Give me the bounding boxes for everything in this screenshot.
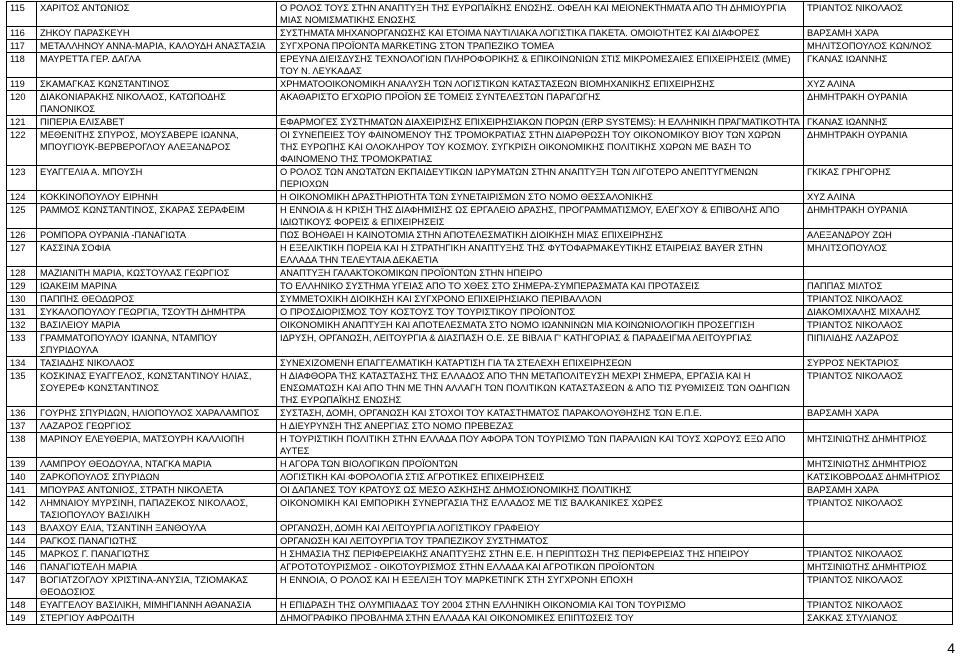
supervisor-name: ΤΡΙΑΝΤΟΣ ΝΙΚΟΛΑΟΣ — [804, 574, 953, 599]
table-row — [7, 40, 953, 53]
supervisor-name: ΧΥΖ ΑΛΙΝΑ — [804, 78, 953, 91]
supervisor-name: ΤΡΙΑΝΤΟΣ ΝΙΚΟΛΑΟΣ — [804, 370, 953, 407]
row-number: 146 — [7, 561, 37, 574]
student-names: ΚΑΣΣΙΝΑ ΣΟΦΙΑ — [37, 242, 277, 267]
thesis-title: ΙΔΡΥΣΗ, ΟΡΓΑΝΩΣΗ, ΛΕΙΤΟΥΡΓΙΑ & ΔΙΑΣΠΑΣΗ Ο.Ε. ΣΕ ΒΙΒΛΙΑ Γ' ΚΑΤΗΓΟΡΙΑΣ & ΠΑΡΑΔΕΙΓΜΑ ΛΕΙΤΟΥΡΓΙΑΣ — [277, 332, 804, 357]
supervisor-name: ΔΙΑΚΟΜΙΧΑΛΗΣ ΜΙΧΑΛΗΣ — [804, 306, 953, 319]
table-row — [7, 191, 953, 204]
row-number: 143 — [7, 522, 37, 535]
student-names: ΜΑΡΙΝΟΥ ΕΛΕΥΘΕΡΙΑ, ΜΑΤΣΟΥΡΗ ΚΑΛΛΙΟΠΗ — [37, 433, 277, 458]
row-number: 149 — [7, 612, 37, 625]
thesis-title: ΕΦΑΡΜΟΓΕΣ ΣΥΣΤΗΜΑΤΩΝ ΔΙΑΧΕΙΡΙΣΗΣ ΕΠΙΧΕΙΡΗΣΙΑΚΩΝ ΠΟΡΩΝ (ERP SYSTEMS): Η ΕΛΛΗΝΙΚΗ ΠΡΑΓΜΑΤΙΚΟΤΗΤΑ — [277, 116, 804, 129]
row-number: 137 — [7, 420, 37, 433]
table-row — [7, 497, 953, 522]
student-names: ΡΑΓΚΟΣ ΠΑΝΑΓΙΩΤΗΣ — [37, 535, 277, 548]
table-row — [7, 293, 953, 306]
student-names: ΜΑΖΙΑΝΙΤΗ ΜΑΡΙΑ, ΚΩΣΤΟΥΛΑΣ ΓΕΩΡΓΙΟΣ — [37, 267, 277, 280]
student-names: ΔΙΑΚΟΝΙΑΡΑΚΗΣ ΝΙΚΟΛΑΟΣ, ΚΑΤΩΠΟΔΗΣ ΠΑΝΟΝΙΚΟΣ — [37, 91, 277, 116]
row-number: 121 — [7, 116, 37, 129]
student-names: ΤΑΣΙΑΔΗΣ ΝΙΚΟΛΑΟΣ — [37, 357, 277, 370]
table-row — [7, 599, 953, 612]
thesis-title: Η ΕΝΝΟΙΑ & Η ΚΡΙΣΗ ΤΗΣ ΔΙΑΦΗΜΙΣΗΣ ΩΣ ΕΡΓΑΛΕΙΟ ΔΡΑΣΗΣ, ΠΡΟΓΡΑΜΜΑΤΙΣΜΟΥ, ΕΛΕΓΧΟΥ & ΕΠΙΒΟΛΗΣ ΑΠΟ ΙΔΙΩΤΙΚΟΥΣ ΦΟΡΕΙΣ & ΕΠΙΧΕΙΡΗΣΕΙΣ — [277, 204, 804, 229]
thesis-title: ΟΙΚΟΝΟΜΙΚΗ ΑΝΑΠΤΥΞΗ ΚΑΙ ΑΠΟΤΕΛΕΣΜΑΤΑ ΣΤΟ ΝΟΜΟ ΙΩΑΝΝΙΝΩΝ ΜΙΑ ΚΟΙΝΩΝΙΟΛΟΓΙΚΗ ΠΡΟΣΕΓΓΙΣΗ — [277, 319, 804, 332]
student-names: ΛΑΜΠΡΟΥ ΘΕΟΔΟΥΛΑ, ΝΤΑΓΚΑ ΜΑΡΙΑ — [37, 458, 277, 471]
table-row — [7, 116, 953, 129]
table-row — [7, 267, 953, 280]
table-row — [7, 332, 953, 357]
table-row — [7, 53, 953, 78]
table-row — [7, 522, 953, 535]
student-names: ΕΥΑΓΓΕΛΟΥ ΒΑΣΙΛΙΚΗ, ΜΙΜΗΓΙΑΝΝΗ ΑΘΑΝΑΣΙΑ — [37, 599, 277, 612]
supervisor-name: ΚΑΤΣΙΚΟΒΡΟΔΑΣ ΔΗΜΗΤΡΙΟΣ — [804, 471, 953, 484]
student-names: ΖΑΡΚΟΠΟΥΛΟΣ ΣΠΥΡΙΔΩΝ — [37, 471, 277, 484]
supervisor-name: ΒΑΡΣΑΜΗ ΧΑΡΑ — [804, 27, 953, 40]
supervisor-name: ΜΗΤΣΙΝΙΩΤΗΣ ΔΗΜΗΤΡΙΟΣ — [804, 561, 953, 574]
row-number: 147 — [7, 574, 37, 599]
table-row — [7, 535, 953, 548]
supervisor-name: ΔΗΜΗΤΡΑΚΗ ΟΥΡΑΝΙΑ — [804, 129, 953, 166]
supervisor-name: ΤΡΙΑΝΤΟΣ ΝΙΚΟΛΑΟΣ — [804, 548, 953, 561]
thesis-title: ΔΗΜΟΓΡΑΦΙΚΟ ΠΡΟΒΛΗΜΑ ΣΤΗΝ ΕΛΛΑΔΑ ΚΑΙ ΟΙΚΟΝΟΜΙΚΕΣ ΕΠΙΠΤΩΣΕΙΣ ΤΟΥ — [277, 612, 804, 625]
row-number: 119 — [7, 78, 37, 91]
table-row — [7, 129, 953, 166]
supervisor-name: ΣΥΡΡΟΣ ΝΕΚΤΑΡΙΟΣ — [804, 357, 953, 370]
student-names: ΧΑΡΙΤΟΣ ΑΝΤΩΝΙΟΣ — [37, 2, 277, 27]
row-number: 116 — [7, 27, 37, 40]
table-row — [7, 204, 953, 229]
table-row — [7, 306, 953, 319]
student-names: ΣΚΑΜΑΓΚΑΣ ΚΩΝΣΤΑΝΤΙΝΟΣ — [37, 78, 277, 91]
table-row — [7, 420, 953, 433]
table-row — [7, 319, 953, 332]
row-number: 131 — [7, 306, 37, 319]
student-names: ΓΟΥΡΗΣ ΣΠΥΡΙΔΩΝ, ΗΛΙΟΠΟΥΛΟΣ ΧΑΡΑΛΑΜΠΟΣ — [37, 407, 277, 420]
student-names: ΣΤΕΡΓΙΟΥ ΑΦΡΟΔΙΤΗ — [37, 612, 277, 625]
supervisor-name: ΒΑΡΣΑΜΗ ΧΑΡΑ — [804, 407, 953, 420]
supervisor-name: ΜΗΛΙΤΣΟΠΟΥΛΟΣ — [804, 242, 953, 267]
thesis-title: ΣΥΣΤΗΜΑΤΑ ΜΗΧΑΝΟΡΓΑΝΩΣΗΣ ΚΑΙ ΕΤΟΙΜΑ ΝΑΥΤΙΛΙΑΚΑ ΛΟΓΙΣΤΙΚΑ ΠΑΚΕΤΑ. ΟΜΟΙΟΤΗΤΕΣ ΚΑΙ ΔΙΑΦΟΡΕΣ — [277, 27, 804, 40]
supervisor-name: ΤΡΙΑΝΤΟΣ ΝΙΚΟΛΑΟΣ — [804, 497, 953, 522]
student-names: ΛΗΜΝΑΙΟΥ ΜΥΡΣΙΝΗ, ΠΑΠΑΖΕΚΟΣ ΝΙΚΟΛΑΟΣ, ΤΑΣΙΟΠΟΥΛΟΥ ΒΑΣΙΛΙΚΗ — [37, 497, 277, 522]
student-names: ΡΟΜΠΟΡΑ ΟΥΡΑΝΙΑ -ΠΑΝΑΓΙΩΤΑ — [37, 229, 277, 242]
thesis-title: ΑΓΡΟΤΟΤΟΥΡΙΣΜΟΣ - ΟΙΚΟΤΟΥΡΙΣΜΟΣ ΣΤΗΝ ΕΛΛΑΔΑ ΚΑΙ ΑΓΡΟΤΙΚΩΝ ΠΡΟΪΟΝΤΩΝ — [277, 561, 804, 574]
student-names: ΜΕΘΕΝΙΤΗΣ ΣΠΥΡΟΣ, ΜΟΥΣΑΒΕΡΕ ΙΩΑΝΝΑ, ΜΠΟΥΓΙΟΥΚ-ΒΕΡΒΕΡΟΓΛΟΥ ΑΛΕΞΑΝΔΡΟΣ — [37, 129, 277, 166]
thesis-title: Η ΕΝΝΟΙΑ, Ο ΡΟΛΟΣ ΚΑΙ Η ΕΞΕΛΙΞΗ ΤΟΥ ΜΑΡΚΕΤΙΝΓΚ ΣΤΗ ΣΥΓΧΡΟΝΗ ΕΠΟΧΗ — [277, 574, 804, 599]
student-names: ΙΩΑΚΕΙΜ ΜΑΡΙΝΑ — [37, 280, 277, 293]
thesis-title: ΑΚΑΘΑΡΙΣΤΟ ΕΓΧΩΡΙΟ ΠΡΟΪΟΝ ΣΕ ΤΟΜΕΙΣ ΣΥΝΤΕΛΕΣΤΩΝ ΠΑΡΑΓΩΓΗΣ — [277, 91, 804, 116]
thesis-title: Ο ΠΡΟΣΔΙΟΡΙΣΜΟΣ ΤΟΥ ΚΟΣΤΟΥΣ ΤΟΥ ΤΟΥΡΙΣΤΙΚΟΥ ΠΡΟΪΟΝΤΟΣ — [277, 306, 804, 319]
row-number: 126 — [7, 229, 37, 242]
row-number: 122 — [7, 129, 37, 166]
thesis-title: Ο ΡΟΛΟΣ ΤΟΥΣ ΣΤΗΝ ΑΝΑΠΤΥΞΗ ΤΗΣ ΕΥΡΩΠΑΪΚΗΣ ΕΝΩΣΗΣ. ΟΦΕΛΗ ΚΑΙ ΜΕΙΟΝΕΚΤΗΜΑΤΑ ΑΠΟ ΤΗ ΔΗΜΙΟΥΡΓΙΑ ΜΙΑΣ ΝΟΜΙΣΜΑΤΙΚΗΣ ΕΝΩΣΗΣ — [277, 2, 804, 27]
table-row — [7, 612, 953, 625]
thesis-title: Η ΤΟΥΡΙΣΤΙΚΗ ΠΟΛΙΤΙΚΗ ΣΤΗΝ ΕΛΛΑΔΑ ΠΟΥ ΑΦΟΡΑ ΤΟΝ ΤΟΥΡΙΣΜΟ ΤΩΝ ΠΑΡΑΛΙΩΝ ΚΑΙ ΤΟΥΣ ΧΩΡΟΥΣ ΕΞΩ ΑΠΟ ΑΥΤΕΣ — [277, 433, 804, 458]
thesis-title: Η ΕΠΙΔΡΑΣΗ ΤΗΣ ΟΛΥΜΠΙΑΔΑΣ ΤΟΥ 2004 ΣΤΗΝ ΕΛΛΗΝΙΚΗ ΟΙΚΟΝΟΜΙΑ ΚΑΙ ΤΟΝ ΤΟΥΡΙΣΜΟ — [277, 599, 804, 612]
supervisor-name — [804, 535, 953, 548]
supervisor-name: ΔΗΜΗΤΡΑΚΗ ΟΥΡΑΝΙΑ — [804, 204, 953, 229]
table-row — [7, 166, 953, 191]
supervisor-name — [804, 522, 953, 535]
thesis-title: ΛΟΓΙΣΤΙΚΗ ΚΑΙ ΦΟΡΟΛΟΓΙΑ ΣΤΙΣ ΑΓΡΟΤΙΚΕΣ ΕΠΙΧΕΙΡΗΣΕΙΣ — [277, 471, 804, 484]
student-names: ΜΠΟΥΡΑΣ ΑΝΤΩΝΙΟΣ, ΣΤΡΑΤΗ ΝΙΚΟΛΕΤΑ — [37, 484, 277, 497]
table-row — [7, 433, 953, 458]
table-row — [7, 458, 953, 471]
table-row — [7, 574, 953, 599]
supervisor-name: ΜΗΤΣΙΝΙΩΤΗΣ ΔΗΜΗΤΡΙΟΣ — [804, 433, 953, 458]
row-number: 139 — [7, 458, 37, 471]
table-row — [7, 357, 953, 370]
supervisor-name: ΠΙΠΙΛΙΔΗΣ ΛΑΖΑΡΟΣ — [804, 332, 953, 357]
thesis-title: Η ΟΙΚΟΝΟΜΙΚΗ ΔΡΑΣΤΗΡΙΟΤΗΤΑ ΤΩΝ ΣΥΝΕΤΑΙΡΙΣΜΩΝ ΣΤΟ ΝΟΜΟ ΘΕΣΣΑΛΟΝΙΚΗΣ — [277, 191, 804, 204]
thesis-title: ΣΥΜΜΕΤΟΧΙΚΗ ΔΙΟΙΚΗΣΗ ΚΑΙ ΣΥΓΧΡΟΝΟ ΕΠΙΧΕΙΡΗΣΙΑΚΟ ΠΕΡΙΒΑΛΛΟΝ — [277, 293, 804, 306]
thesis-title: ΟΙ ΔΑΠΑΝΕΣ ΤΟΥ ΚΡΑΤΟΥΣ ΩΣ ΜΕΣΟ ΑΣΚΗΣΗΣ ΔΗΜΟΣΙΟΝΟΜΙΚΗΣ ΠΟΛΙΤΙΚΗΣ — [277, 484, 804, 497]
row-number: 124 — [7, 191, 37, 204]
thesis-title: ΣΥΝΕΧΙΖΟΜΕΝΗ ΕΠΑΓΓΕΛΜΑΤΙΚΗ ΚΑΤΑΡΤΙΣΗ ΓΙΑ ΤΑ ΣΤΕΛΕΧΗ ΕΠΙΧΕΙΡΗΣΕΩΝ — [277, 357, 804, 370]
row-number: 145 — [7, 548, 37, 561]
table-row — [7, 27, 953, 40]
supervisor-name: ΓΚΑΝΑΣ ΙΩΑΝΝΗΣ — [804, 53, 953, 78]
row-number: 138 — [7, 433, 37, 458]
student-names: ΡΑΜΜΟΣ ΚΩΝΣΤΑΝΤΙΝΟΣ, ΣΚΑΡΑΣ ΣΕΡΑΦΕΙΜ — [37, 204, 277, 229]
student-names: ΓΡΑΜΜΑΤΟΠΟΥΛΟΥ ΙΩΑΝΝΑ, ΝΤΑΜΠΟΥ ΣΠΥΡΙΔΟΥΛΑ — [37, 332, 277, 357]
page-number: 4 — [947, 640, 955, 656]
row-number: 148 — [7, 599, 37, 612]
supervisor-name — [804, 267, 953, 280]
thesis-title: ΣΥΣΤΑΣΗ, ΔΟΜΗ, ΟΡΓΑΝΩΣΗ ΚΑΙ ΣΤΟΧΟΙ ΤΟΥ ΚΑΤΑΣΤΗΜΑΤΟΣ ΠΑΡΑΚΟΛΟΥΘΗΣΗΣ ΤΩΝ Ε.Π.Ε. — [277, 407, 804, 420]
student-names: ΚΟΣΚΙΝΑΣ ΕΥΑΓΓΕΛΟΣ, ΚΩΝΣΤΑΝΤΙΝΟΥ ΗΛΙΑΣ, ΣΟΥΕΡΕΦ ΚΩΝΣΤΑΝΤΙΝΟΣ — [37, 370, 277, 407]
thesis-list-sheet — [6, 1, 952, 625]
thesis-title: ΣΥΓΧΡΟΝΑ ΠΡΟΪΟΝΤΑ MARKETING ΣΤΟΝ ΤΡΑΠΕΖΙΚΟ ΤΟΜΕΑ — [277, 40, 804, 53]
thesis-title: Η ΣΗΜΑΣΙΑ ΤΗΣ ΠΕΡΙΦΕΡΕΙΑΚΗΣ ΑΝΑΠΤΥΞΗΣ ΣΤΗΝ Ε.Ε. Η ΠΕΡΙΠΤΩΣΗ ΤΗΣ ΠΕΡΙΦΕΡΕΙΑΣ ΤΗΣ ΗΠΕΙΡΟΥ — [277, 548, 804, 561]
table-row — [7, 242, 953, 267]
student-names: ΚΟΚΚΙΝΟΠΟΥΛΟΥ ΕΙΡΗΝΗ — [37, 191, 277, 204]
table-row — [7, 407, 953, 420]
row-number: 130 — [7, 293, 37, 306]
supervisor-name: ΜΗΛΙΤΣΟΠΟΥΛΟΣ ΚΩΝ/ΝΟΣ — [804, 40, 953, 53]
table-row — [7, 471, 953, 484]
thesis-table — [6, 1, 953, 625]
table-row — [7, 78, 953, 91]
row-number: 134 — [7, 357, 37, 370]
student-names: ΣΥΚΑΛΟΠΟΥΛΟΥ ΓΕΩΡΓΙΑ, ΤΣΟΥΤΗ ΔΗΜΗΤΡΑ — [37, 306, 277, 319]
student-names: ΕΥΑΓΓΕΛΙΑ Α. ΜΠΟΥΣΗ — [37, 166, 277, 191]
table-row — [7, 484, 953, 497]
supervisor-name: ΓΚΑΝΑΣ ΙΩΑΝΝΗΣ — [804, 116, 953, 129]
student-names: ΛΑΖΑΡΟΣ ΓΕΩΡΓΙΟΣ — [37, 420, 277, 433]
supervisor-name: ΤΡΙΑΝΤΟΣ ΝΙΚΟΛΑΟΣ — [804, 599, 953, 612]
supervisor-name: ΣΑΚΚΑΣ ΣΤΥΛΙΑΝΟΣ — [804, 612, 953, 625]
table-row — [7, 370, 953, 407]
supervisor-name: ΤΡΙΑΝΤΟΣ ΝΙΚΟΛΑΟΣ — [804, 293, 953, 306]
student-names: ΠΙΠΕΡΙΑ ΕΛΙΣΑΒΕΤ — [37, 116, 277, 129]
thesis-title: ΤΟ ΕΛΛΗΝΙΚΟ ΣΥΣΤΗΜΑ ΥΓΕΙΑΣ ΑΠΟ ΤΟ ΧΘΕΣ ΣΤΟ ΣΗΜΕΡΑ-ΣΥΜΠΕΡΑΣΜΑΤΑ ΚΑΙ ΠΡΟΤΑΣΕΙΣ — [277, 280, 804, 293]
thesis-title: ΧΡΗΜΑΤΟΟΙΚΟΝΟΜΙΚΗ ΑΝΑΛΥΣΗ ΤΩΝ ΛΟΓΙΣΤΙΚΩΝ ΚΑΤΑΣΤΑΣΕΩΝ ΒΙΟΜΗΧΑΝΙΚΗΣ ΕΠΙΧΕΙΡΗΣΗΣ — [277, 78, 804, 91]
supervisor-name: ΜΗΤΣΙΝΙΩΤΗΣ ΔΗΜΗΤΡΙΟΣ — [804, 458, 953, 471]
thesis-title: Η ΔΙΕΥΡΥΝΣΗ ΤΗΣ ΑΝΕΡΓΙΑΣ ΣΤΟ ΝΟΜΟ ΠΡΕΒΕΖΑΣ — [277, 420, 804, 433]
supervisor-name: ΑΛΕΞΑΝΔΡΟΥ ΖΩΗ — [804, 229, 953, 242]
thesis-title: ΟΙ ΣΥΝΕΠΕΙΕΣ ΤΟΥ ΦΑΙΝΟΜΕΝΟΥ ΤΗΣ ΤΡΟΜΟΚΡΑΤΙΑΣ ΣΤΗΝ ΔΙΑΡΘΡΩΣΗ ΤΟΥ ΟΙΚΟΝΟΜΙΚΟΥ ΒΙΟΥ ΤΩΝ ΧΩΡΩΝ ΤΗΣ ΕΥΡΩΠΗΣ ΚΑΙ ΟΛΟΚΛΗΡΟΥ ΤΟΥ ΚΟΣΜΟΥ. ΣΥΓΚΡΙΣΗ ΟΙΚΟΝΟΜΙΚΗΣ ΠΟΛΙΤΙΚΗΣ ΧΩΡΩΝ ΜΕ ΒΑΣΗ ΤΟ ΦΑΙΝΟΜΕΝΟ ΤΗΣ ΤΡΟΜΟΚΡΑΤΙΑΣ — [277, 129, 804, 166]
thesis-title: Η ΔΙΑΦΘΟΡΑ ΤΗΣ ΚΑΤΑΣΤΑΣΗΣ ΤΗΣ ΕΛΛΑΔΟΣ ΑΠΟ ΤΗΝ ΜΕΤΑΠΟΛΙΤΕΥΣΗ ΜΕΧΡΙ ΣΗΜΕΡΑ, ΕΡΓΑΣΙΑ ΚΑΙ Η ΕΝΣΩΜΑΤΩΣΗ ΚΑΙ ΑΠΟ ΤΗΝ ΜΕ ΤΗΝ ΑΛΛΑΓΗ ΤΩΝ ΠΟΛΙΤΙΚΩΝ ΚΑΤΑΣΤΑΣΕΩΝ & ΑΠΟ ΤΙΣ ΡΥΘΜΙΣΕΙΣ ΤΩΝ ΟΔΗΓΙΩΝ ΤΗΣ ΕΥΡΩΠΑΪΚΗΣ ΕΝΩΣΗΣ — [277, 370, 804, 407]
table-row — [7, 280, 953, 293]
table-row — [7, 548, 953, 561]
supervisor-name: ΔΗΜΗΤΡΑΚΗ ΟΥΡΑΝΙΑ — [804, 91, 953, 116]
supervisor-name: ΓΚΙΚΑΣ ΓΡΗΓΟΡΗΣ — [804, 166, 953, 191]
row-number: 128 — [7, 267, 37, 280]
student-names: ΒΛΑΧΟΥ ΕΛΙΑ, ΤΣΑΝΤΙΝΗ ΞΑΝΘΟΥΛΑ — [37, 522, 277, 535]
thesis-title: ΟΡΓΑΝΩΣΗ ΚΑΙ ΛΕΙΤΟΥΡΓΙΑ ΤΟΥ ΤΡΑΠΕΖΙΚΟΥ ΣΥΣΤΗΜΑΤΟΣ — [277, 535, 804, 548]
thesis-title: ΟΡΓΑΝΩΣΗ, ΔΟΜΗ ΚΑΙ ΛΕΙΤΟΥΡΓΙΑ ΛΟΓΙΣΤΙΚΟΥ ΓΡΑΦΕΙΟΥ — [277, 522, 804, 535]
student-names: ΜΑΥΡΕΤΤΑ ΓΕΡ. ΔΑΓΛΑ — [37, 53, 277, 78]
thesis-title: ΑΝΑΠΤΥΞΗ ΓΑΛΑΚΤΟΚΟΜΙΚΩΝ ΠΡΟΪΟΝΤΩΝ ΣΤΗΝ ΗΠΕΙΡΟ — [277, 267, 804, 280]
row-number: 125 — [7, 204, 37, 229]
table-row — [7, 229, 953, 242]
supervisor-name: ΤΡΙΑΝΤΟΣ ΝΙΚΟΛΑΟΣ — [804, 319, 953, 332]
thesis-title: ΕΡΕΥΝΑ ΔΙΕΙΣΔΥΣΗΣ ΤΕΧΝΟΛΟΓΙΩΝ ΠΛΗΡΟΦΟΡΙΚΗΣ & ΕΠΙΚΟΙΝΩΝΙΩΝ ΣΤΙΣ ΜΙΚΡΟΜΕΣΑΙΕΣ ΕΠΙΧΕΙΡΗΣΕΙΣ (ΜΜΕ) ΤΟΥ Ν. ΛΕΥΚΑΔΑΣ — [277, 53, 804, 78]
row-number: 132 — [7, 319, 37, 332]
row-number: 136 — [7, 407, 37, 420]
row-number: 127 — [7, 242, 37, 267]
supervisor-name — [804, 420, 953, 433]
thesis-title: ΟΙΚΟΝΟΜΙΚΗ ΚΑΙ ΕΜΠΟΡΙΚΗ ΣΥΝΕΡΓΑΣΙΑ ΤΗΣ ΕΛΛΑΔΟΣ ΜΕ ΤΙΣ ΒΑΛΚΑΝΙΚΕΣ ΧΩΡΕΣ — [277, 497, 804, 522]
row-number: 115 — [7, 2, 37, 27]
thesis-rows — [7, 2, 953, 625]
student-names: ΒΑΣΙΛΕΙΟΥ ΜΑΡΙΑ — [37, 319, 277, 332]
supervisor-name: ΒΑΡΣΑΜΗ ΧΑΡΑ — [804, 484, 953, 497]
student-names: ΠΑΠΠΗΣ ΘΕΟΔΩΡΟΣ — [37, 293, 277, 306]
row-number: 133 — [7, 332, 37, 357]
thesis-title: Η ΕΞΕΛΙΚΤΙΚΗ ΠΟΡΕΙΑ ΚΑΙ Η ΣΤΡΑΤΗΓΙΚΗ ΑΝΑΠΤΥΞΗΣ ΤΗΣ ΦΥΤΟΦΑΡΜΑΚΕΥΤΙΚΗΣ ΕΤΑΙΡΕΙΑΣ BAYER ΣΤΗΝ ΕΛΛΑΔΑ ΤΗΝ ΤΕΛΕΥΤΑΙΑ ΔΕΚΑΕΤΙΑ — [277, 242, 804, 267]
table-row — [7, 561, 953, 574]
student-names: ΜΑΡΚΟΣ Γ. ΠΑΝΑΓΙΩΤΗΣ — [37, 548, 277, 561]
thesis-title: Ο ΡΟΛΟΣ ΤΩΝ ΑΝΩΤΑΤΩΝ ΕΚΠΑΙΔΕΥΤΙΚΩΝ ΙΔΡΥΜΑΤΩΝ ΣΤΗΝ ΑΝΑΠΤΥΞΗ ΤΩΝ ΛΙΓΟΤΕΡΟ ΑΝΕΠΤΥΓΜΕΝΩΝ ΠΕΡΙΟΧΩΝ — [277, 166, 804, 191]
row-number: 140 — [7, 471, 37, 484]
row-number: 120 — [7, 91, 37, 116]
row-number: 144 — [7, 535, 37, 548]
thesis-title: ΠΩΣ ΒΟΗΘΑΕΙ Η ΚΑΙΝΟΤΟΜΙΑ ΣΤΗΝ ΑΠΟΤΕΛΕΣΜΑΤΙΚΗ ΔΙΟΙΚΗΣΗ ΜΙΑΣ ΕΠΙΧΕΙΡΗΣΗΣ — [277, 229, 804, 242]
row-number: 141 — [7, 484, 37, 497]
supervisor-name: ΤΡΙΑΝΤΟΣ ΝΙΚΟΛΑΟΣ — [804, 2, 953, 27]
row-number: 129 — [7, 280, 37, 293]
row-number: 123 — [7, 166, 37, 191]
supervisor-name: ΠΑΠΠΑΣ ΜΙΛΤΟΣ — [804, 280, 953, 293]
row-number: 142 — [7, 497, 37, 522]
table-row — [7, 91, 953, 116]
student-names: ΠΑΝΑΓΙΩΤΕΛΗ ΜΑΡΙΑ — [37, 561, 277, 574]
student-names: ΜΕΤΑΛΛΗΝΟΥ ΑΝΝΑ-ΜΑΡΙΑ, ΚΑΛΟΥΔΗ ΑΝΑΣΤΑΣΙΑ — [37, 40, 277, 53]
supervisor-name: ΧΥΖ ΑΛΙΝΑ — [804, 191, 953, 204]
table-row — [7, 2, 953, 27]
row-number: 118 — [7, 53, 37, 78]
row-number: 117 — [7, 40, 37, 53]
row-number: 135 — [7, 370, 37, 407]
thesis-title: Η ΑΓΟΡΑ ΤΩΝ ΒΙΟΛΟΓΙΚΩΝ ΠΡΟΪΟΝΤΩΝ — [277, 458, 804, 471]
student-names: ΖΗΚΟΥ ΠΑΡΑΣΚΕΥΗ — [37, 27, 277, 40]
student-names: ΒΟΓΙΑΤΖΟΓΛΟΥ ΧΡΙΣΤΙΝΑ-ΑΝΥΣΙΑ, ΤΖΙΟΜΑΚΑΣ ΘΕΟΔΟΣΙΟΣ — [37, 574, 277, 599]
